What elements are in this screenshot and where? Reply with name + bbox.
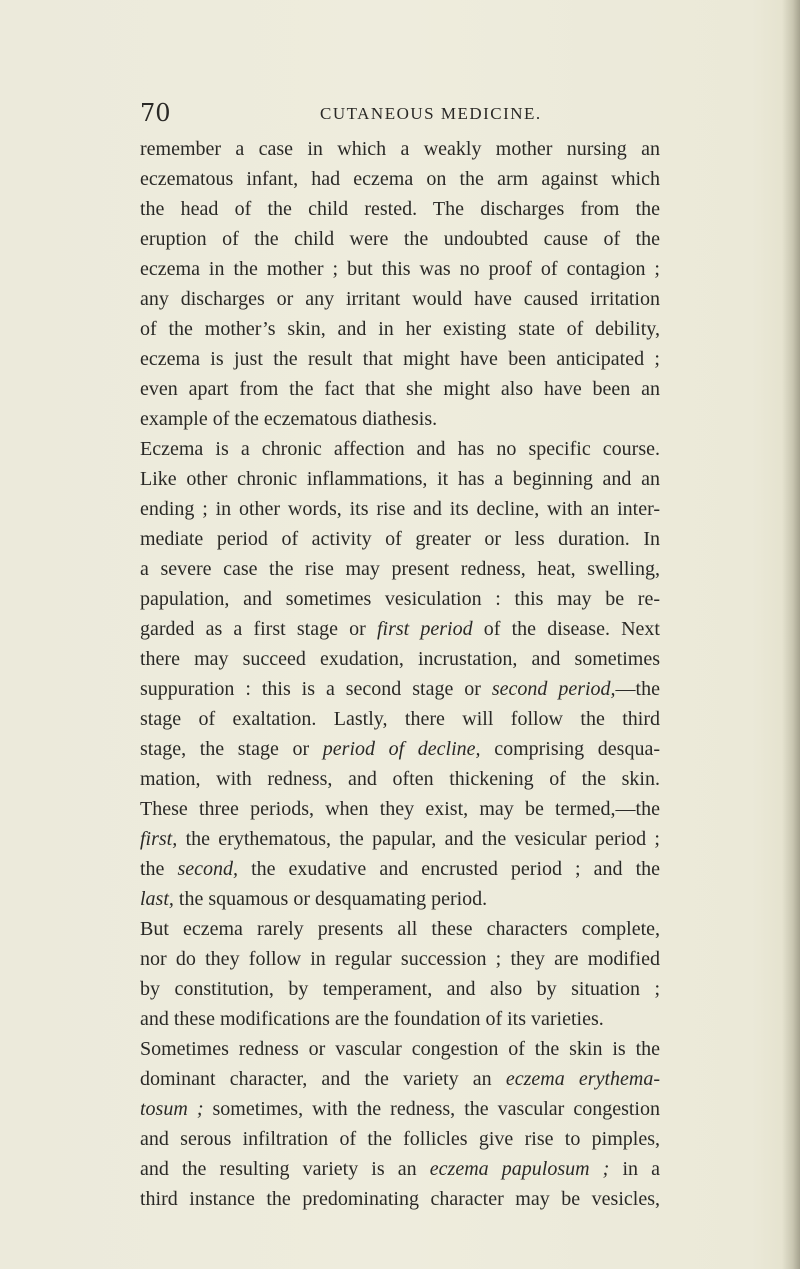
text-line — [140, 1034, 660, 1064]
line-text: even apart from the fact that she might also have been an — [140, 378, 660, 400]
text-line — [140, 704, 660, 734]
text-line — [140, 524, 660, 554]
text-line — [140, 1004, 660, 1034]
line-text-after: the exudative and encrusted period ; and the — [238, 858, 660, 880]
line-text-after: the erythematous, the papular, and the vesicular period ; — [177, 828, 660, 850]
text-line — [140, 254, 660, 284]
line-text: mediate period of activity of greater or less duration. In — [140, 528, 660, 550]
line-text: by constitution, by temperament, and also by situation ; — [140, 978, 660, 1000]
text-line — [140, 734, 660, 764]
text-line — [140, 1064, 660, 1094]
line-text: mation, with redness, and often thickening of the skin. — [140, 768, 660, 790]
line-text: eruption of the child were the undoubted cause of the — [140, 228, 660, 250]
line-text: eczema in the mother ; but this was no proof of contagion ; — [140, 258, 660, 280]
line-text: eczema is just the result that might have been anticipated ; — [140, 348, 660, 370]
line-text-after: sometimes, with the redness, the vascular congestion — [203, 1098, 660, 1120]
line-text: the head of the child rested. The discharges from the — [140, 198, 660, 220]
text-line — [140, 314, 660, 344]
line-text: But eczema rarely presents all these characters complete, — [140, 918, 660, 940]
text-line — [140, 764, 660, 794]
line-text-after: of the disease. Next — [472, 618, 660, 640]
line-italic: period of decline, — [322, 738, 481, 760]
text-line — [140, 374, 660, 404]
body-text — [140, 134, 660, 1214]
line-text: Like other chronic inflammations, it has a beginning and an — [140, 468, 660, 490]
line-text: Sometimes redness or vascular congestion of the skin is the — [140, 1038, 660, 1060]
line-text-after: in a — [609, 1158, 660, 1180]
text-line — [140, 944, 660, 974]
text-line — [140, 794, 660, 824]
line-text: there may succeed exudation, incrustation, and sometimes — [140, 648, 660, 670]
text-line — [140, 404, 660, 434]
line-text: stage of exaltation. Lastly, there will follow the third — [140, 708, 660, 730]
line-italic: eczema erythema- — [505, 1068, 660, 1090]
line-text-before: and the resulting variety is an — [140, 1158, 430, 1180]
text-line — [140, 584, 660, 614]
line-text-after: comprising desqua- — [480, 738, 660, 760]
line-text: any discharges or any irritant would have caused irritation — [140, 288, 660, 310]
line-text: These three periods, when they exist, may be termed,—the — [140, 798, 660, 820]
text-line — [140, 194, 660, 224]
line-text-before: dominant character, and the variety an — [140, 1068, 506, 1090]
text-line — [140, 644, 660, 674]
text-line — [140, 164, 660, 194]
text-line — [140, 224, 660, 254]
text-line — [140, 494, 660, 524]
line-text-before: suppuration : this is a second stage or — [140, 678, 492, 700]
text-line — [140, 434, 660, 464]
line-text-before: garded as a first stage or — [140, 618, 377, 640]
running-head: CUTANEOUS MEDICINE. — [320, 104, 542, 123]
page-edge-shadow — [782, 0, 800, 1269]
text-line — [140, 134, 660, 164]
line-text: nor do they follow in regular succession ; they are modified — [140, 948, 660, 970]
line-italic: tosum ; — [140, 1098, 204, 1120]
text-line — [140, 1184, 660, 1214]
text-line — [140, 674, 660, 704]
line-text: of the mother’s skin, and in her existing state of debility, — [140, 318, 660, 340]
line-italic: second, — [177, 858, 239, 880]
line-text-before: the — [140, 858, 178, 880]
line-text: ending ; in other words, its rise and its decline, with an inter- — [140, 498, 660, 520]
line-text: and serous infiltration of the follicles give rise to pimples, — [140, 1128, 660, 1150]
text-line — [140, 614, 660, 644]
text-line — [140, 974, 660, 1004]
line-text-before: stage, the stage or — [140, 738, 323, 760]
line-italic: first, — [140, 828, 178, 850]
page-number: 70 — [140, 99, 171, 127]
line-italic: eczema papulosum ; — [429, 1158, 610, 1180]
text-line — [140, 854, 660, 884]
line-text-after: the squamous or desquamating period. — [173, 888, 488, 910]
text-line — [140, 884, 660, 914]
text-line — [140, 1094, 660, 1124]
text-line — [140, 914, 660, 944]
text-line — [140, 824, 660, 854]
text-line — [140, 344, 660, 374]
line-text: eczematous infant, had eczema on the arm against which — [140, 168, 660, 190]
line-text: a severe case the rise may present redness, heat, swelling, — [140, 558, 660, 580]
text-line — [140, 1124, 660, 1154]
line-text: Eczema is a chronic affection and has no specific course. — [140, 438, 660, 460]
line-italic: first period — [376, 618, 473, 640]
line-text: third instance the predominating character may be vesicles, — [140, 1188, 660, 1210]
line-italic: last, — [140, 888, 174, 910]
line-italic: second period, — [491, 678, 616, 700]
line-text: remember a case in which a weakly mother nursing an — [140, 138, 660, 160]
text-line — [140, 1154, 660, 1184]
text-line — [140, 464, 660, 494]
line-text: papulation, and sometimes vesiculation : this may be re- — [140, 588, 660, 610]
line-text: example of the eczematous diathesis. — [140, 408, 438, 430]
line-text: and these modifications are the foundation of its varieties. — [140, 1008, 604, 1030]
text-line — [140, 554, 660, 584]
line-text-after: —the — [615, 678, 660, 700]
page-header — [140, 98, 660, 128]
text-line — [140, 284, 660, 314]
